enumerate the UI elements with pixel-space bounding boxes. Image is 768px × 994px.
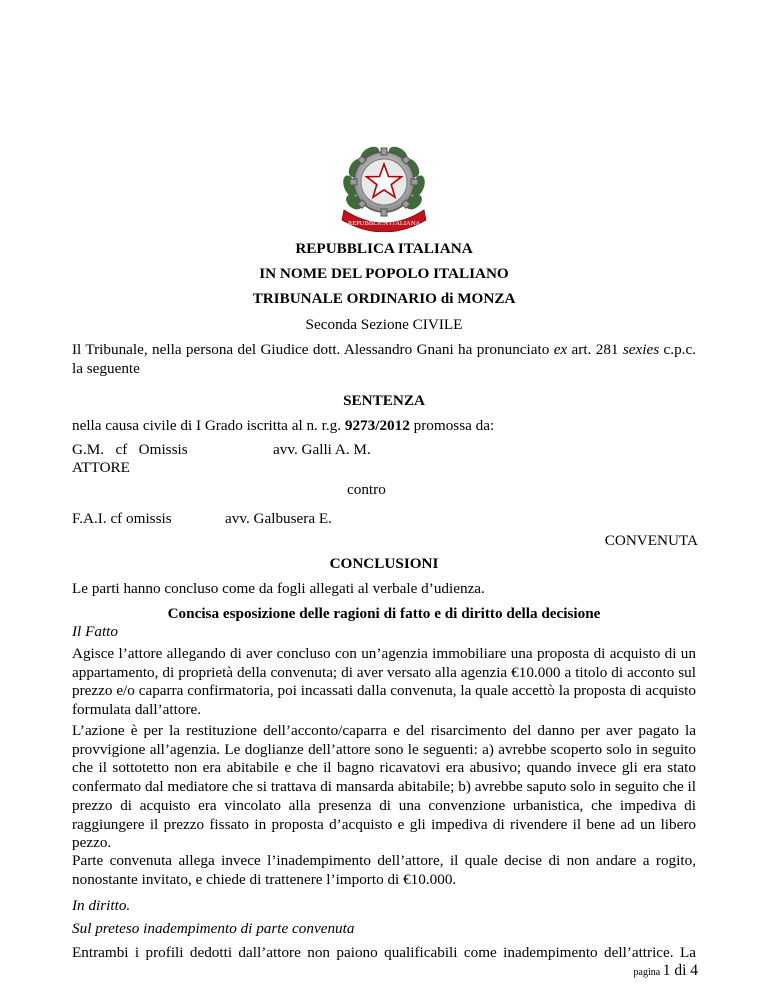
paragraph-2: L’azione è per la restituzione dell’acconto/caparra e del risarcimento del danno per aver pagato la provvigione all’agenzia. Le doglianze dell’attore sono le seguenti: a) avrebbe scoperto solo in seguito che il sottotetto non era abitabile e che il bagno ricavatovi era abusivo; quando invece gli era stato confermato dal mediatore che si trattava di mansarda abitabile; b) avrebbe saputo solo in seguito che il prezzo di acquisto era vincolato alla presenza di una convenzione urbanistica, che impediva di raggiungere il prezzo fissato in proposta d’acquisto e gli impediva di rivendere il bene ad un libero pezzo. — [72, 722, 696, 852]
page-number-value: 1 di 4 — [662, 962, 698, 979]
header-tribunale: TRIBUNALE ORDINARIO di MONZA — [252, 290, 516, 307]
attore-role: ATTORE — [72, 459, 130, 476]
convenuta-role: CONVENUTA — [604, 532, 698, 549]
fatto-heading: Il Fatto — [72, 623, 118, 640]
paragraph-4: Entrambi i profili dedotti dall’attore non paiono qualificabili come inadempimento dell’attrice. La — [72, 944, 696, 961]
preteso-heading: Sul preteso inadempimento di parte convenuta — [72, 920, 355, 937]
header-sezione: Seconda Sezione CIVILE — [305, 316, 463, 333]
header-popolo: IN NOME DEL POPOLO ITALIANO — [259, 265, 509, 282]
conclusioni-title: CONCLUSIONI — [329, 555, 439, 572]
paragraph-1: Agisce l’attore allegando di aver concluso con un’agenzia immobiliare una proposta di acquisto di un appartamento, di proprietà della convenuta; di aver versato alla agenzia €10.000 a titolo di acconto sul prezzo e/o caparra confirmatoria, poi incassati dalla convenuta, la quale accettò la proposta di acquisto formulata dall’attore. — [72, 645, 696, 719]
convenuta-avvocato: avv. Galbusera E. — [225, 510, 332, 527]
sentenza-title: SENTENZA — [343, 392, 425, 409]
page-number — [634, 962, 698, 980]
intro-paragraph — [72, 341, 696, 378]
conclusioni-text: Le parti hanno concluso come da fogli allegati al verbale d’udienza. — [72, 580, 485, 597]
paragraph-3: Parte convenuta allega invece l’inadempimento dell’attore, il quale decise di non andare a rogito, nonostante invitato, e chiede di trattenere l’importo di €10.000. — [72, 852, 696, 888]
emblem-banner-text: REPUBBLICA ITALIANA — [347, 220, 421, 227]
esposizione-title: Concisa esposizione delle ragioni di fatto e di diritto della decisione — [167, 605, 601, 622]
header-republic: REPUBBLICA ITALIANA — [295, 240, 473, 257]
attore-name: G.M. cf Omissis — [72, 441, 188, 458]
intro-line-1: Il Tribunale, nella persona del Giudice dott. Alessandro Gnani ha pronunciato ex art. 281 sexies c.p.c. — [72, 341, 696, 358]
attore-avvocato: avv. Galli A. M. — [273, 441, 371, 458]
diritto-heading: In diritto. — [72, 897, 131, 914]
page-number-label: pagina — [633, 967, 663, 978]
italian-republic-emblem-icon — [336, 140, 432, 232]
intro-line-2: la seguente — [72, 359, 140, 377]
convenuta-name: F.A.I. cf omissis — [72, 510, 172, 527]
contro-label: contro — [347, 481, 386, 498]
causa-line: nella causa civile di I Grado iscritta al n. r.g. 9273/2012 promossa da: — [72, 417, 495, 434]
